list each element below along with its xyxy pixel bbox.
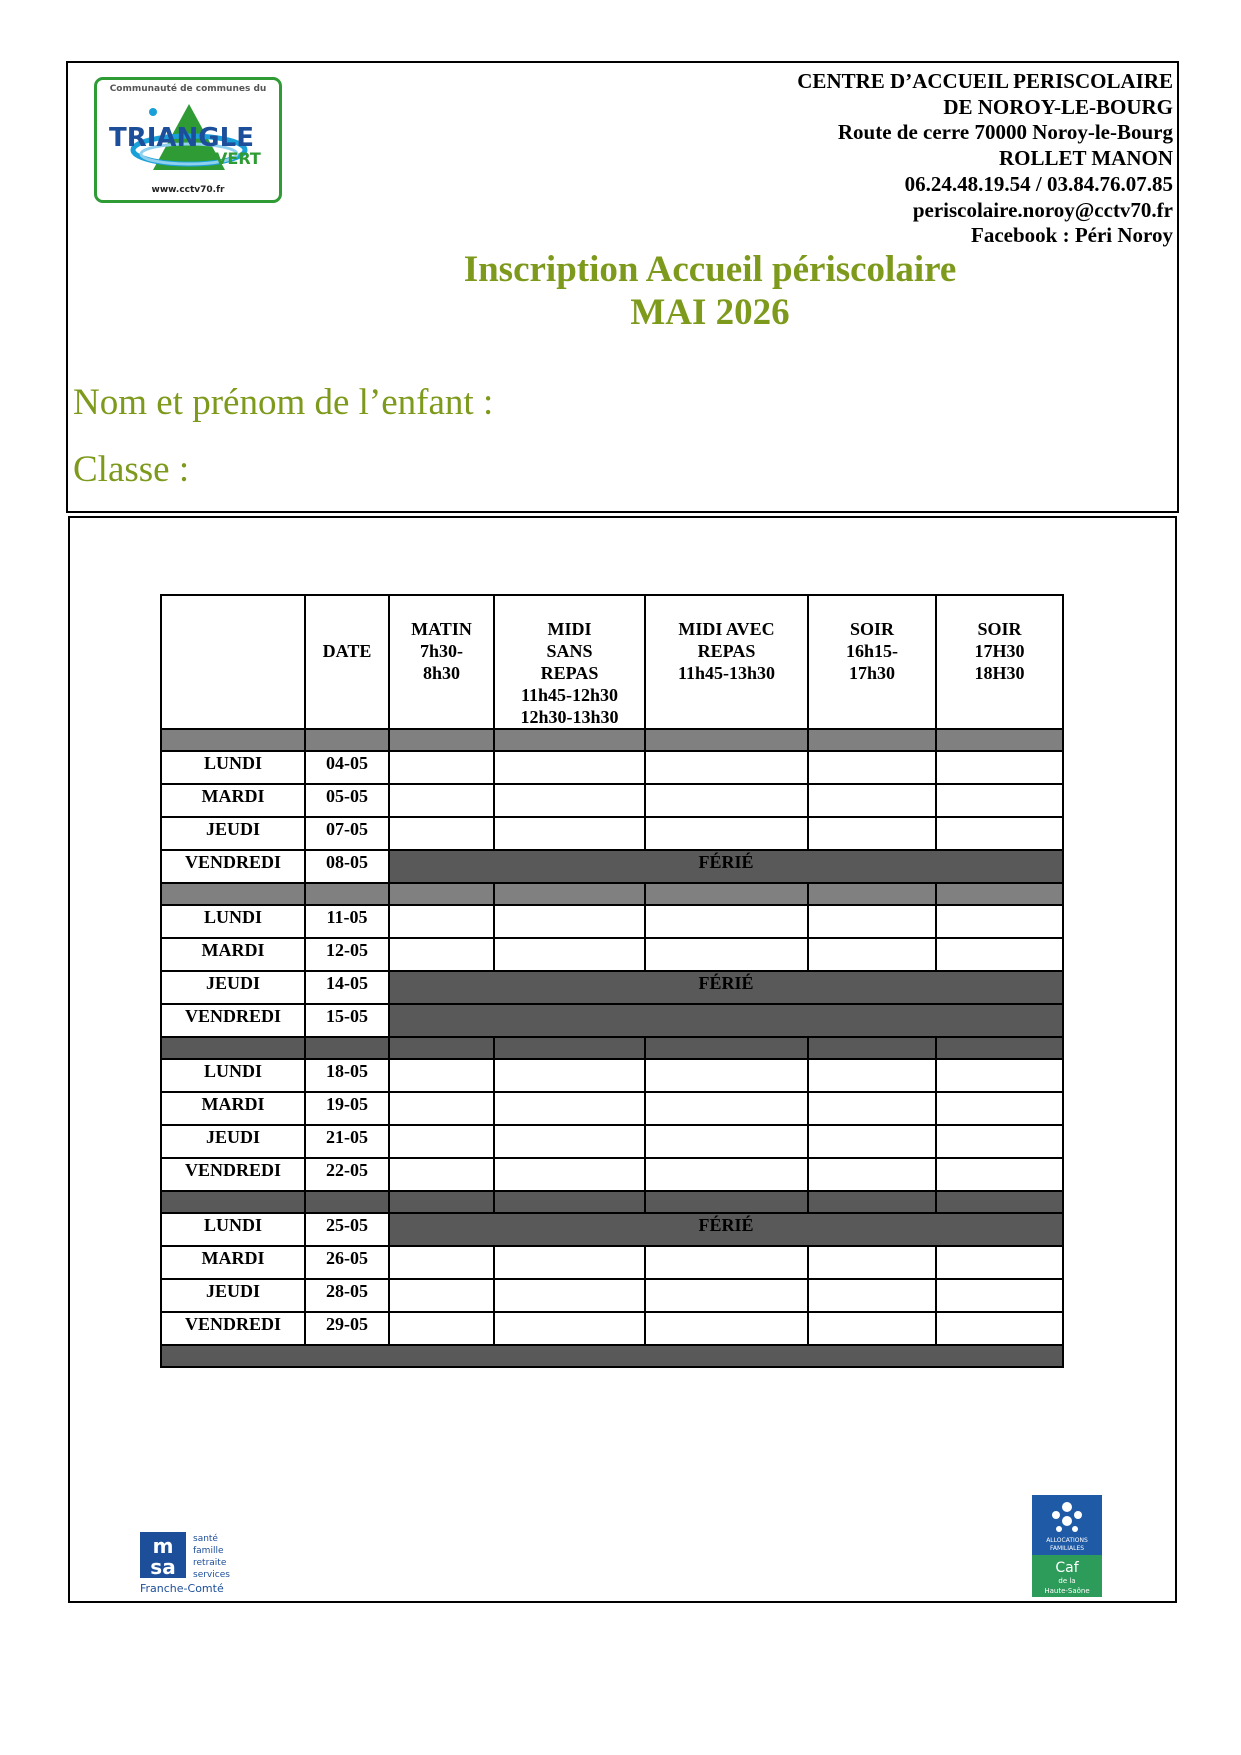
checkbox-cell-soir-1[interactable] bbox=[808, 1092, 936, 1125]
checkbox-cell-midi-avec-repas[interactable] bbox=[645, 1246, 808, 1279]
checkbox-cell-matin[interactable] bbox=[389, 1312, 494, 1345]
checkbox-cell-soir-2[interactable] bbox=[936, 751, 1063, 784]
class-label: Classe : bbox=[73, 449, 190, 490]
date-cell: 12-05 bbox=[305, 938, 389, 971]
checkbox-cell-matin[interactable] bbox=[389, 1246, 494, 1279]
checkbox-cell-midi-sans-repas[interactable] bbox=[494, 1059, 645, 1092]
svg-text:de la: de la bbox=[1058, 1577, 1076, 1585]
closed-cell bbox=[389, 1004, 1063, 1037]
checkbox-cell-midi-sans-repas[interactable] bbox=[494, 751, 645, 784]
msa-line-3: retraite bbox=[193, 1558, 227, 1568]
email: periscolaire.noroy@cctv70.fr bbox=[912, 197, 1173, 222]
checkbox-cell-midi-sans-repas[interactable] bbox=[494, 1279, 645, 1312]
table-footer-row bbox=[161, 1345, 1063, 1367]
address: Route de cerre 70000 Noroy-le-Bourg bbox=[837, 120, 1173, 145]
day-cell: MARDI bbox=[161, 938, 305, 971]
checkbox-cell-matin[interactable] bbox=[389, 784, 494, 817]
week-separator-row bbox=[161, 1191, 1063, 1213]
table-row bbox=[161, 1059, 1063, 1092]
date-cell: 04-05 bbox=[305, 751, 389, 784]
date-cell: 29-05 bbox=[305, 1312, 389, 1345]
checkbox-cell-midi-avec-repas[interactable] bbox=[645, 784, 808, 817]
header-soir-2: SOIR 17H30 18H30 bbox=[936, 595, 1063, 729]
checkbox-cell-matin[interactable] bbox=[389, 938, 494, 971]
checkbox-cell-matin[interactable] bbox=[389, 751, 494, 784]
checkbox-cell-midi-sans-repas[interactable] bbox=[494, 1158, 645, 1191]
checkbox-cell-soir-1[interactable] bbox=[808, 905, 936, 938]
checkbox-cell-matin[interactable] bbox=[389, 1125, 494, 1158]
table-row bbox=[161, 1158, 1063, 1191]
checkbox-cell-midi-avec-repas[interactable] bbox=[645, 1125, 808, 1158]
checkbox-cell-midi-avec-repas[interactable] bbox=[645, 817, 808, 850]
day-cell: LUNDI bbox=[161, 1059, 305, 1092]
checkbox-cell-soir-2[interactable] bbox=[936, 1092, 1063, 1125]
msa-region: Franche-Comté bbox=[140, 1582, 224, 1595]
date-cell: 21-05 bbox=[305, 1125, 389, 1158]
checkbox-cell-soir-2[interactable] bbox=[936, 1125, 1063, 1158]
checkbox-cell-soir-2[interactable] bbox=[936, 1312, 1063, 1345]
phone-numbers: 06.24.48.19.54 / 03.84.76.07.85 bbox=[904, 171, 1173, 196]
center-name-line2: DE NOROY-LE-BOURG bbox=[943, 94, 1173, 119]
page-title bbox=[310, 248, 1110, 334]
checkbox-cell-soir-2[interactable] bbox=[936, 784, 1063, 817]
svg-text:sa: sa bbox=[150, 1555, 176, 1579]
child-name-label: Nom et prénom de l’enfant : bbox=[73, 382, 494, 423]
header-soir-1: SOIR 16h15- 17h30 bbox=[808, 595, 936, 729]
checkbox-cell-midi-sans-repas[interactable] bbox=[494, 817, 645, 850]
header-day bbox=[161, 595, 305, 729]
date-cell: 07-05 bbox=[305, 817, 389, 850]
svg-text:Haute-Saône: Haute-Saône bbox=[1044, 1587, 1090, 1595]
checkbox-cell-matin[interactable] bbox=[389, 905, 494, 938]
table-row bbox=[161, 1246, 1063, 1279]
date-cell: 19-05 bbox=[305, 1092, 389, 1125]
day-cell: LUNDI bbox=[161, 1213, 305, 1246]
holiday-cell: FÉRIÉ bbox=[389, 971, 1063, 1004]
facebook: Facebook : Péri Noroy bbox=[971, 223, 1173, 248]
checkbox-cell-midi-avec-repas[interactable] bbox=[645, 1092, 808, 1125]
date-cell: 18-05 bbox=[305, 1059, 389, 1092]
day-cell: MARDI bbox=[161, 1092, 305, 1125]
checkbox-cell-midi-sans-repas[interactable] bbox=[494, 1312, 645, 1345]
svg-text:Caf: Caf bbox=[1055, 1560, 1079, 1576]
header-matin: MATIN 7h30- 8h30 bbox=[389, 595, 494, 729]
checkbox-cell-soir-1[interactable] bbox=[808, 784, 936, 817]
table-row bbox=[161, 751, 1063, 784]
table-header-row bbox=[161, 595, 1063, 729]
table-row bbox=[161, 784, 1063, 817]
day-cell: JEUDI bbox=[161, 1125, 305, 1158]
msa-line-4: services bbox=[193, 1570, 230, 1580]
checkbox-cell-midi-avec-repas[interactable] bbox=[645, 751, 808, 784]
checkbox-cell-soir-1[interactable] bbox=[808, 1059, 936, 1092]
checkbox-cell-matin[interactable] bbox=[389, 817, 494, 850]
checkbox-cell-midi-sans-repas[interactable] bbox=[494, 1125, 645, 1158]
day-cell: VENDREDI bbox=[161, 1004, 305, 1037]
checkbox-cell-matin[interactable] bbox=[389, 1092, 494, 1125]
date-cell: 05-05 bbox=[305, 784, 389, 817]
logo-caption: Communauté de communes du bbox=[109, 84, 267, 94]
svg-text:FAMILIALES: FAMILIALES bbox=[1049, 1545, 1085, 1552]
center-name-line1: CENTRE D’ACCUEIL PERISCOLAIRE bbox=[797, 69, 1173, 93]
day-cell: JEUDI bbox=[161, 1279, 305, 1312]
checkbox-cell-midi-avec-repas[interactable] bbox=[645, 1312, 808, 1345]
checkbox-cell-soir-2[interactable] bbox=[936, 905, 1063, 938]
contact-person: ROLLET MANON bbox=[998, 146, 1173, 171]
checkbox-cell-matin[interactable] bbox=[389, 1059, 494, 1092]
day-cell: VENDREDI bbox=[161, 1158, 305, 1191]
checkbox-cell-soir-1[interactable] bbox=[808, 1158, 936, 1191]
checkbox-cell-midi-sans-repas[interactable] bbox=[494, 938, 645, 971]
msa-logo bbox=[138, 1530, 252, 1596]
msa-line-2: famille bbox=[193, 1546, 224, 1556]
day-cell: JEUDI bbox=[161, 817, 305, 850]
date-cell: 26-05 bbox=[305, 1246, 389, 1279]
logo-sub-text: VERT bbox=[215, 149, 261, 168]
week-separator-row bbox=[161, 1037, 1063, 1059]
header-midi-avec-repas: MIDI AVEC REPAS 11h45-13h30 bbox=[645, 595, 808, 729]
checkbox-cell-midi-sans-repas[interactable] bbox=[494, 1092, 645, 1125]
checkbox-cell-midi-avec-repas[interactable] bbox=[645, 905, 808, 938]
triangle-vert-logo bbox=[94, 77, 282, 203]
day-cell: VENDREDI bbox=[161, 1312, 305, 1345]
checkbox-cell-soir-1[interactable] bbox=[808, 938, 936, 971]
table-row bbox=[161, 817, 1063, 850]
checkbox-cell-midi-avec-repas[interactable] bbox=[645, 938, 808, 971]
checkbox-cell-matin[interactable] bbox=[389, 1279, 494, 1312]
table-row bbox=[161, 1125, 1063, 1158]
table-row bbox=[161, 905, 1063, 938]
logo-url: www.cctv70.fr bbox=[151, 185, 225, 195]
table-row bbox=[161, 1312, 1063, 1345]
checkbox-cell-midi-sans-repas[interactable] bbox=[494, 784, 645, 817]
date-cell: 11-05 bbox=[305, 905, 389, 938]
checkbox-cell-soir-1[interactable] bbox=[808, 1312, 936, 1345]
contact-block bbox=[797, 69, 1173, 249]
checkbox-cell-soir-2[interactable] bbox=[936, 817, 1063, 850]
msa-line-1: santé bbox=[193, 1534, 218, 1544]
checkbox-cell-matin[interactable] bbox=[389, 1158, 494, 1191]
day-cell: JEUDI bbox=[161, 971, 305, 1004]
date-cell: 14-05 bbox=[305, 971, 389, 1004]
date-cell: 28-05 bbox=[305, 1279, 389, 1312]
checkbox-cell-soir-2[interactable] bbox=[936, 1059, 1063, 1092]
triangle-logo-icon bbox=[105, 98, 273, 178]
checkbox-cell-soir-1[interactable] bbox=[808, 1279, 936, 1312]
table-row bbox=[161, 1092, 1063, 1125]
date-cell: 22-05 bbox=[305, 1158, 389, 1191]
checkbox-cell-soir-1[interactable] bbox=[808, 751, 936, 784]
checkbox-cell-soir-2[interactable] bbox=[936, 1246, 1063, 1279]
holiday-cell: FÉRIÉ bbox=[389, 850, 1063, 883]
checkbox-cell-midi-avec-repas[interactable] bbox=[645, 1279, 808, 1312]
table-row bbox=[161, 938, 1063, 971]
day-cell: LUNDI bbox=[161, 905, 305, 938]
title-line1: Inscription Accueil périscolaire bbox=[463, 249, 957, 290]
checkbox-cell-soir-1[interactable] bbox=[808, 1246, 936, 1279]
day-cell: MARDI bbox=[161, 784, 305, 817]
day-cell: LUNDI bbox=[161, 751, 305, 784]
date-cell: 25-05 bbox=[305, 1213, 389, 1246]
checkbox-cell-soir-2[interactable] bbox=[936, 938, 1063, 971]
day-cell: MARDI bbox=[161, 1246, 305, 1279]
checkbox-cell-midi-avec-repas[interactable] bbox=[645, 1158, 808, 1191]
holiday-cell: FÉRIÉ bbox=[389, 1213, 1063, 1246]
caf-logo bbox=[1032, 1495, 1102, 1597]
svg-text:m: m bbox=[152, 1534, 174, 1558]
date-cell: 15-05 bbox=[305, 1004, 389, 1037]
table-row bbox=[161, 850, 1063, 883]
logo-main-text: TRIANGLE bbox=[109, 123, 254, 153]
table-row bbox=[161, 1004, 1063, 1037]
checkbox-cell-soir-1[interactable] bbox=[808, 1125, 936, 1158]
svg-text:ALLOCATIONS: ALLOCATIONS bbox=[1046, 1537, 1088, 1544]
checkbox-cell-soir-2[interactable] bbox=[936, 1158, 1063, 1191]
checkbox-cell-midi-avec-repas[interactable] bbox=[645, 1059, 808, 1092]
day-cell: VENDREDI bbox=[161, 850, 305, 883]
checkbox-cell-soir-1[interactable] bbox=[808, 817, 936, 850]
header-date: DATE bbox=[305, 595, 389, 729]
table-row bbox=[161, 1213, 1063, 1246]
schedule-table bbox=[160, 594, 1064, 1368]
table-row bbox=[161, 1279, 1063, 1312]
date-cell: 08-05 bbox=[305, 850, 389, 883]
checkbox-cell-midi-sans-repas[interactable] bbox=[494, 1246, 645, 1279]
week-separator-row bbox=[161, 729, 1063, 751]
header-midi-sans-repas: MIDI SANS REPAS 11h45-12h30 12h30-13h30 bbox=[494, 595, 645, 729]
title-line2: MAI 2026 bbox=[630, 292, 790, 333]
checkbox-cell-midi-sans-repas[interactable] bbox=[494, 905, 645, 938]
table-row bbox=[161, 971, 1063, 1004]
week-separator-row bbox=[161, 883, 1063, 905]
checkbox-cell-soir-2[interactable] bbox=[936, 1279, 1063, 1312]
